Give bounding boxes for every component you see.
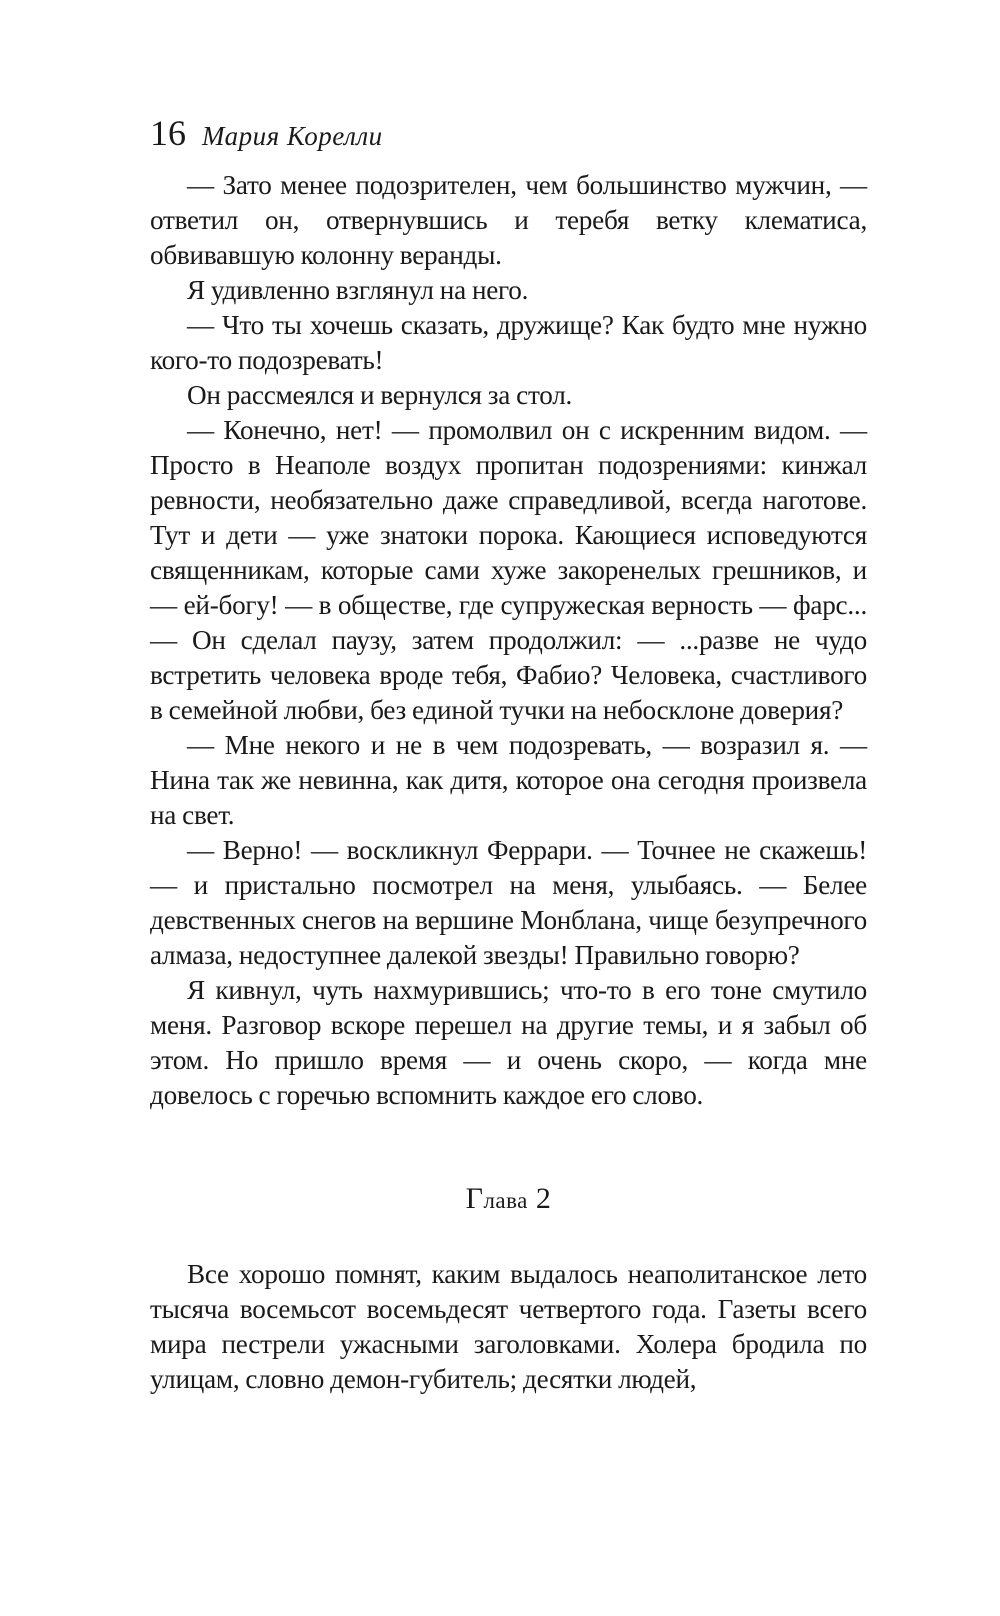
text-block-before-chapter: [150, 168, 867, 1113]
paragraph: Я удивленно взглянул на него.: [187, 275, 529, 305]
chapter-number: 2: [535, 1182, 552, 1215]
running-head: [150, 112, 867, 168]
paragraph: — Зато менее подозрителен, чем большинство мужчин, — ответил он, отвернувшись и теребя ветку клематиса, обвивавшую колонну веранды.: [150, 170, 867, 270]
paragraph: Я кивнул, чуть нахмурившись; что-то в его тоне смутило меня. Разговор вскоре перешел на другие темы, и я забыл об этом. Но пришло время — и очень скоро, — когда мне довелось с горечью вспомнить каждое его слово.: [150, 975, 867, 1110]
paragraph: — Верно! — воскликнул Феррари. — Точнее не скажешь! — и пристально посмотрел на меня, улыбаясь. — Белее девственных снегов на вершине Монблана, чище безупречного алмаза, недоступнее далекой звезды! Правильно говорю?: [150, 835, 867, 970]
paragraph: — Мне некого и не в чем подозревать, — возразил я. — Нина так же невинна, как дитя, которое она сегодня произвела на свет.: [150, 730, 867, 830]
paragraph: — Что ты хочешь сказать, дружище? Как будто мне нужно кого-то подозревать!: [150, 310, 867, 375]
chapter-heading: [150, 1179, 867, 1221]
paragraph: Все хорошо помнят, каким выдалось неаполитанское лето тысяча восемьсот восемьдесят четвертого года. Газеты всего мира пестрели ужасными заголовками. Холера бродила по улицам, словно демон-губитель; десятки людей,: [150, 1259, 867, 1394]
page-number: 16: [150, 113, 186, 153]
chapter-title-rest: лава: [483, 1188, 528, 1213]
chapter-title-initial: Г: [465, 1182, 484, 1215]
paragraph: Он рассмеялся и вернулся за стол.: [187, 380, 573, 410]
author-name: Мария Корелли: [202, 121, 383, 151]
text-block-after-chapter: [150, 1257, 867, 1397]
paragraph: — Конечно, нет! — промолвил он с искренним видом. — Просто в Неаполе воздух пропитан подозрениями: кинжал ревности, необязательно даже справедливой, всегда наготове. Тут и дети — уже знатоки порока. Кающиеся исповедуются священникам, которые сами хуже закоренелых грешников, и — ей-богу! — в обществе, где супружеская верность — фарс... — Он сделал паузу, затем продолжил: — ...разве не чудо встретить человека вроде тебя, Фабио? Человека, счастливого в семейной любви, без единой тучки на небосклоне доверия?: [150, 415, 867, 725]
book-page: [150, 112, 867, 1397]
